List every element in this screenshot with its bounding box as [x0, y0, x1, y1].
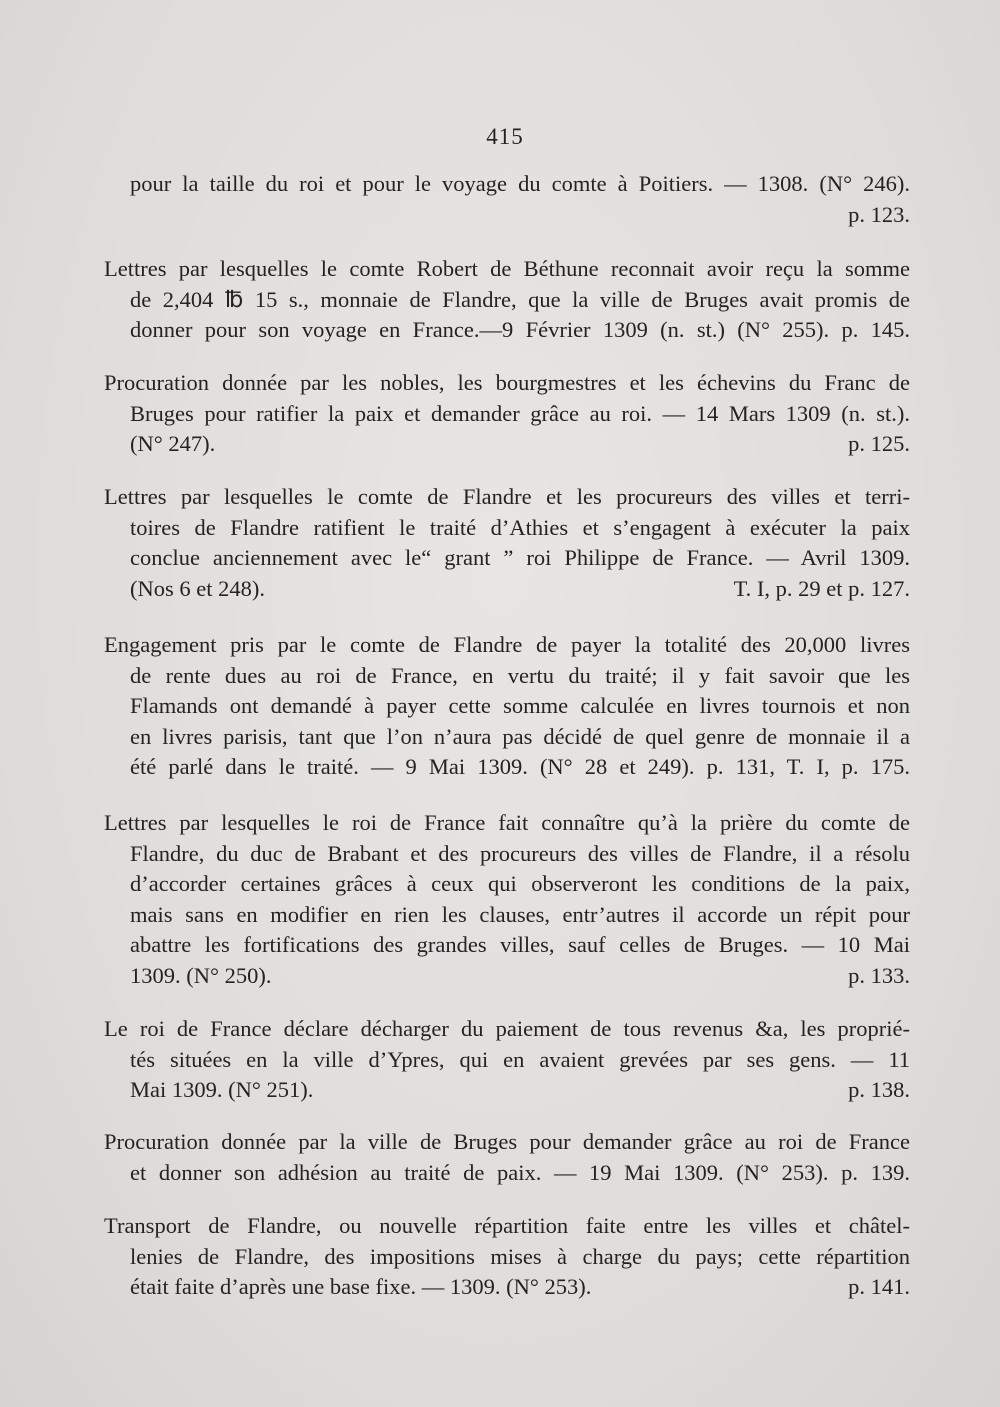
entry-line: tés situées en la ville d’Ypres, qui en avaient grevées par ses gens. — 11 — [130, 1046, 910, 1072]
entry-line: d’accorder certaines grâces à ceux qui observeront les conditions de la paix, — [130, 871, 910, 896]
entry-2 — [104, 254, 910, 346]
entry-line: conclue anciennement avec le“ grant ” roi Philippe de France. — Avril 1309. — [130, 545, 910, 570]
entry-line: Lettres par lesquelles le roi de France fait connaître qu’à la prière du comte de — [104, 810, 910, 835]
entry-line: mais sans en modifier en rien les clauses, entr’autres il accorde un répit pour — [130, 901, 910, 927]
entry-final-line — [104, 429, 910, 460]
entry-line: Lettres par lesquelles le comte Robert de Béthune reconnait avoir reçu la somme — [104, 256, 910, 281]
entry-5 — [104, 630, 910, 783]
entry-final-line — [104, 1075, 910, 1106]
entry-reference: était faite d’après une base fixe. — 1309. (N° 253). — [130, 1274, 592, 1299]
entry-line: de 2,404 ℔ 15 s., monnaie de Flandre, que la ville de Bruges avait promis de — [130, 286, 910, 312]
entry-line: de rente dues au roi de France, en vertu du traité; il y fait savoir que les — [130, 662, 910, 688]
entry-page-ref: p. 123. — [848, 201, 910, 227]
entry-line: Transport de Flandre, ou nouvelle répartition faite entre les villes et châtel- — [104, 1213, 910, 1238]
entry-3 — [104, 368, 910, 460]
entry-page-ref: p. 133. — [848, 962, 910, 988]
entry-line: et donner son adhésion au traité de paix. — 19 Mai 1309. (N° 253). p. 139. — [130, 1159, 910, 1185]
entry-line: été parlé dans le traité. — 9 Mai 1309. (N° 28 et 249). p. 131, T. I, p. 175. — [130, 754, 910, 779]
entry-line: lenies de Flandre, des impositions mises à charge du pays; cette répartition — [130, 1243, 910, 1269]
entry-line: Procuration donnée par les nobles, les bourgmestres et les échevins du Franc de — [104, 370, 910, 395]
entry-line: Procuration donnée par la ville de Bruges pour demander grâce au roi de France — [104, 1129, 910, 1154]
entry-7 — [104, 1014, 910, 1106]
entry-1 — [104, 169, 910, 230]
entry-6 — [104, 808, 910, 991]
entry-final-line — [104, 574, 910, 605]
page-number: 415 — [486, 124, 524, 149]
entry-9 — [104, 1211, 910, 1303]
entry-page-ref: p. 138. — [848, 1077, 910, 1102]
entry-final-line — [104, 1272, 910, 1303]
entry-line: Lettres par lesquelles le comte de Flandre et les procureurs des villes et terri- — [104, 484, 910, 509]
entry-line: pour la taille du roi et pour le voyage du comte à Poitiers. — 1308. (N° 246). — [130, 171, 910, 196]
entry-reference: (N° 247). — [130, 431, 216, 456]
entry-final-line — [104, 961, 910, 992]
entry-line: Le roi de France déclare décharger du paiement de tous revenus &a, les proprié- — [104, 1016, 910, 1041]
entry-reference: (Nos 6 et 248). — [130, 575, 265, 601]
entry-page-ref: T. I, p. 29 et p. 127. — [733, 575, 910, 601]
entry-line: donner pour son voyage en France.—9 Février 1309 (n. st.) (N° 255). p. 145. — [130, 317, 910, 342]
entry-page-ref: p. 141. — [848, 1274, 910, 1299]
entry-page-ref: p. 125. — [848, 431, 910, 456]
entry-8 — [104, 1127, 910, 1188]
entry-4 — [104, 482, 910, 604]
entry-line: Bruges pour ratifier la paix et demander grâce au roi. — 14 Mars 1309 (n. st.). — [130, 400, 910, 426]
entry-line: en livres parisis, tant que l’on n’aura pas décidé de quel genre de monnaie il a — [130, 723, 910, 749]
entry-reference: Mai 1309. (N° 251). — [130, 1077, 314, 1102]
entry-line: toires de Flandre ratifient le traité d’Athies et s’engagent à exécuter la paix — [130, 514, 910, 540]
entry-line: Flamands ont demandé à payer cette somme calculée en livres tournois et non — [130, 693, 910, 718]
entry-reference: 1309. (N° 250). — [130, 962, 272, 988]
entry-line: Flandre, du duc de Brabant et des procureurs des villes de Flandre, il a résolu — [130, 840, 910, 866]
entry-line: Engagement pris par le comte de Flandre de payer la totalité des 20,000 livres — [104, 632, 910, 657]
entry-line: abattre les fortifications des grandes villes, sauf celles de Bruges. — 10 Mai — [130, 932, 910, 957]
